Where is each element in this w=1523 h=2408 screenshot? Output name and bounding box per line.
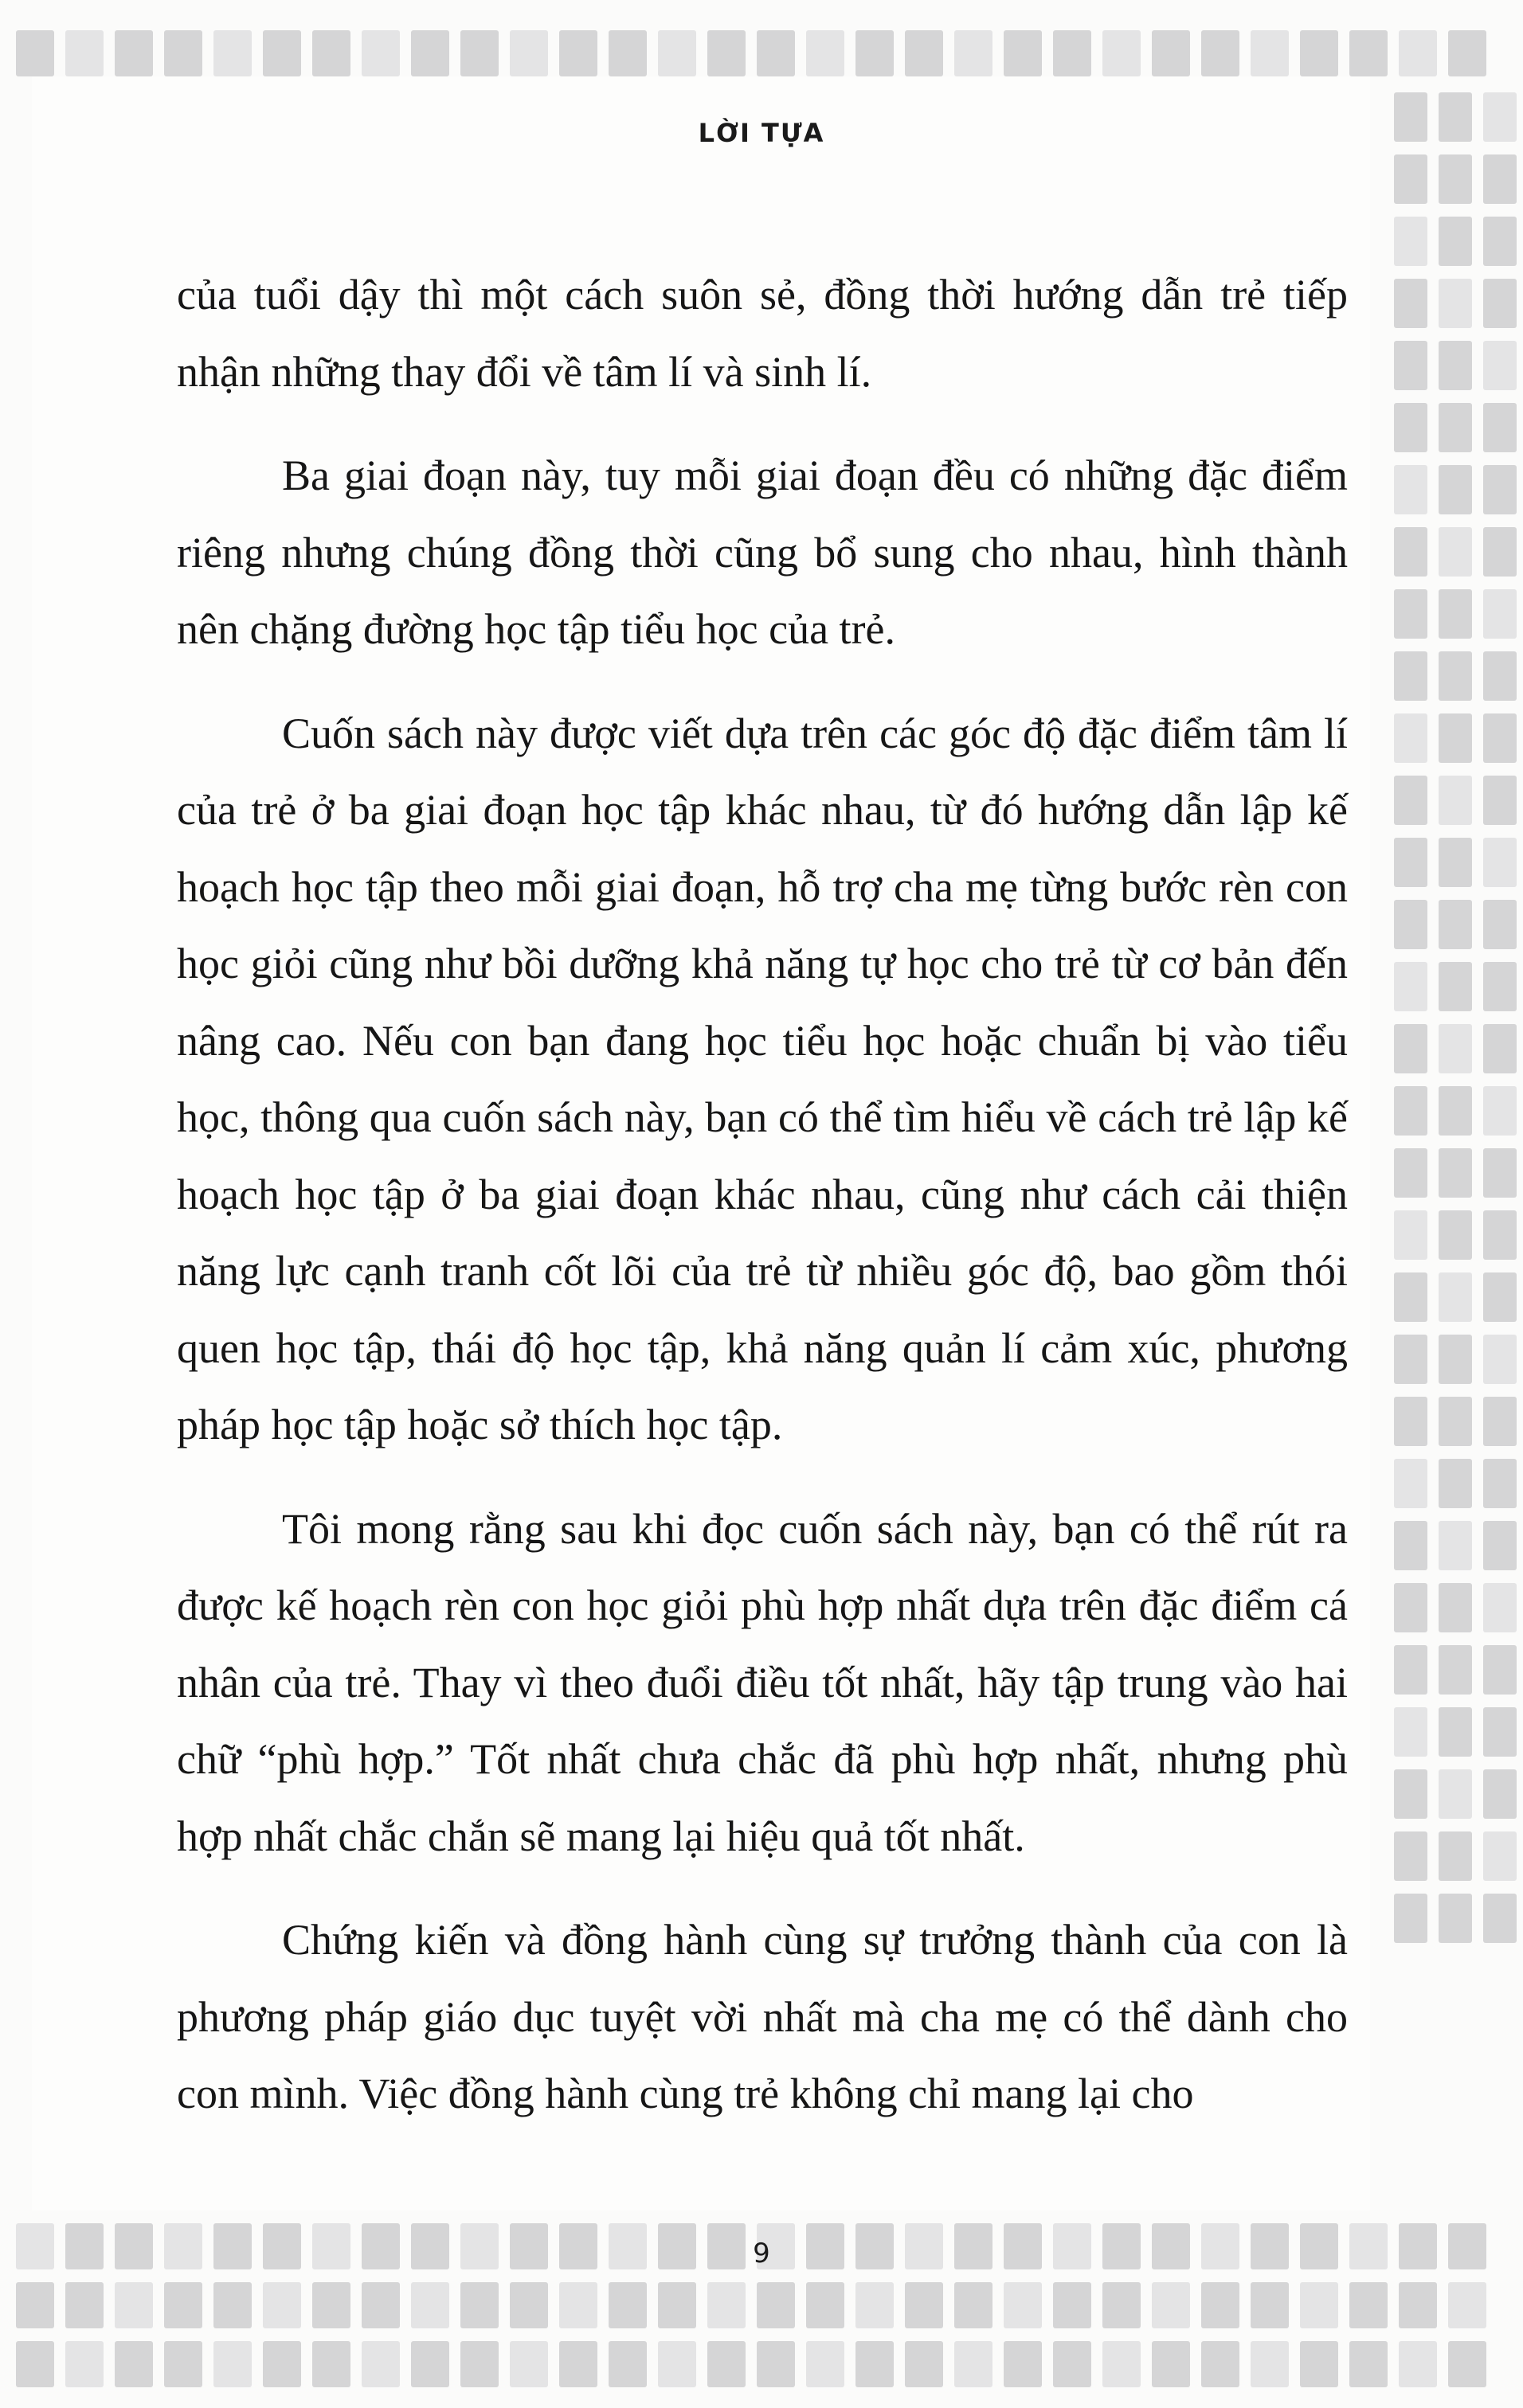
decorative-tile	[1300, 2341, 1338, 2387]
decorative-tile	[1483, 589, 1517, 639]
decorative-tile	[16, 2282, 54, 2328]
decorative-tile	[954, 30, 992, 76]
decorative-tile	[1448, 2282, 1486, 2328]
decorative-tile	[1201, 2341, 1239, 2387]
decorative-tile	[1439, 1272, 1472, 1322]
decorative-tile	[1483, 838, 1517, 887]
decorative-tile	[1483, 1148, 1517, 1198]
decorative-tile	[1439, 154, 1472, 204]
decorative-tile	[1394, 776, 1427, 825]
decorative-tile	[362, 30, 400, 76]
decorative-tile	[1251, 2341, 1289, 2387]
decorative-tile	[1394, 279, 1427, 328]
decorative-tile	[1152, 30, 1190, 76]
decorative-tile	[1439, 1148, 1472, 1198]
decorative-tile	[707, 30, 746, 76]
tile-row	[16, 2282, 1523, 2328]
decorative-tile	[1483, 1397, 1517, 1446]
decorative-tile	[1439, 1769, 1472, 1819]
decorative-tile	[1394, 403, 1427, 452]
decorative-tile	[213, 2282, 252, 2328]
decorative-tile	[609, 30, 647, 76]
decorative-tile	[1394, 1024, 1427, 1073]
decorative-tile	[510, 2341, 548, 2387]
decorative-tile	[658, 2282, 696, 2328]
decorative-tile	[1439, 403, 1472, 452]
decorative-tile	[1439, 217, 1472, 266]
decorative-tile	[1439, 589, 1472, 639]
decorative-tile	[1439, 465, 1472, 514]
decorative-tile	[1439, 1459, 1472, 1508]
decorative-tile	[1439, 1086, 1472, 1136]
decorative-tile	[1439, 1210, 1472, 1260]
decorative-tile	[1399, 30, 1437, 76]
decorative-tile	[1483, 154, 1517, 204]
decorative-tile	[1483, 341, 1517, 390]
decorative-tile	[1439, 1707, 1472, 1757]
decorative-tile	[1483, 465, 1517, 514]
decorative-tile	[1394, 1583, 1427, 1632]
decorative-tile	[1483, 900, 1517, 949]
decorative-tile	[1394, 1831, 1427, 1881]
decorative-tile	[609, 2282, 647, 2328]
decorative-tile	[1300, 30, 1338, 76]
decorative-tile	[1394, 527, 1427, 577]
decorative-tile	[609, 2341, 647, 2387]
paragraph-3: Cuốn sách này được viết dựa trên các góc độ đặc điểm tâm lí của trẻ ở ba giai đoạn học tập khác nhau, từ đó hướng dẫn lập kế hoạch học tập theo mỗi giai đoạn, hỗ trợ cha mẹ từng bước rèn con học giỏi cũng như bồi dưỡng khả năng tự học cho trẻ từ cơ bản đến nâng cao. Nếu con bạn đang học tiểu học hoặc chuẩn bị vào tiểu học, thông qua cuốn sách này, bạn có thể tìm hiểu về cách trẻ lập kế hoạch học tập ở ba giai đoạn khác nhau, cũng như cách cải thiện năng lực cạnh tranh cốt lõi của trẻ từ nhiều góc độ, bao gồm thói quen học tập, thái độ học tập, khả năng quản lí cảm xúc, phương pháp học tập hoặc sở thích học tập.	[177, 709, 1348, 1448]
decorative-tile	[806, 2282, 844, 2328]
decorative-tile	[1394, 1894, 1427, 1943]
running-header: LỜI TỰA	[698, 118, 825, 148]
body-text	[177, 256, 1348, 2160]
decorative-tile	[1399, 2341, 1437, 2387]
decorative-tile	[510, 2282, 548, 2328]
decorative-tile	[1483, 1769, 1517, 1819]
decorative-tile	[1394, 900, 1427, 949]
decorative-tile	[806, 2341, 844, 2387]
decorative-tile	[905, 2282, 943, 2328]
decorative-tile	[1439, 1583, 1472, 1632]
decorative-tile	[757, 30, 795, 76]
page-number: 9	[753, 2238, 770, 2269]
decorative-tile	[1394, 1210, 1427, 1260]
decorative-tile	[1152, 2282, 1190, 2328]
decorative-tile	[1394, 1397, 1427, 1446]
decorative-tile	[1004, 2282, 1042, 2328]
decorative-tile	[1483, 1086, 1517, 1136]
decorative-tile	[757, 2341, 795, 2387]
decorative-tile	[16, 2341, 54, 2387]
decorative-tile	[1483, 1459, 1517, 1508]
decorative-tile	[1394, 341, 1427, 390]
decorative-tile	[1394, 589, 1427, 639]
decorative-tile	[1483, 403, 1517, 452]
decorative-tile	[1394, 1086, 1427, 1136]
decorative-tile	[1102, 2341, 1141, 2387]
decorative-tile	[1483, 1707, 1517, 1757]
decorative-tile	[1483, 1831, 1517, 1881]
decorative-tile	[115, 2282, 153, 2328]
decorative-tile	[1483, 1645, 1517, 1695]
decorative-tile	[263, 30, 301, 76]
decorative-tile	[115, 30, 153, 76]
decorative-tile	[164, 2282, 202, 2328]
decorative-tile	[1483, 1894, 1517, 1943]
decorative-tile	[1394, 838, 1427, 887]
decorative-tile	[1394, 713, 1427, 763]
decorative-tile	[658, 30, 696, 76]
decorative-tile	[1349, 2282, 1388, 2328]
decorative-tile	[1483, 713, 1517, 763]
decorative-tile	[1483, 962, 1517, 1011]
decorative-tile	[855, 30, 894, 76]
paragraph-2: Ba giai đoạn này, tuy mỗi giai đoạn đều có những đặc điểm riêng nhưng chúng đồng thời cũng bổ sung cho nhau, hình thành nên chặng đường học tập tiểu học của trẻ.	[177, 452, 1348, 653]
decorative-tile	[312, 30, 350, 76]
decorative-tile	[1394, 1335, 1427, 1384]
decorative-tile	[1439, 713, 1472, 763]
decorative-tile	[1439, 1397, 1472, 1446]
decorative-tile	[1394, 154, 1427, 204]
decorative-tile	[1483, 776, 1517, 825]
decorative-tile	[954, 2282, 992, 2328]
tile-row	[16, 2341, 1523, 2387]
paragraph-4: Tôi mong rằng sau khi đọc cuốn sách này, bạn có thể rút ra được kế hoạch rèn con học giỏi phù hợp nhất dựa trên đặc điểm cá nhân của trẻ. Thay vì theo đuổi điều tốt nhất, hãy tập trung vào hai chữ “phù hợp.” Tốt nhất chưa chắc đã phù hợp nhất, nhưng phù hợp nhất chắc chắn sẽ mang lại hiệu quả tốt nhất.	[177, 1504, 1348, 1860]
decorative-tile	[362, 2341, 400, 2387]
decorative-tile	[905, 2341, 943, 2387]
decorative-tile	[312, 2282, 350, 2328]
decorative-tile	[559, 2282, 597, 2328]
decorative-tile	[1394, 1272, 1427, 1322]
decorative-tile	[1152, 2341, 1190, 2387]
decorative-tile	[213, 2341, 252, 2387]
decorative-tile	[65, 30, 104, 76]
decorative-tile	[213, 30, 252, 76]
right-tile-border	[1380, 76, 1523, 2211]
decorative-tile	[1053, 30, 1091, 76]
decorative-tile	[1483, 1210, 1517, 1260]
decorative-tile	[1483, 279, 1517, 328]
decorative-tile	[164, 2341, 202, 2387]
decorative-tile	[1399, 2282, 1437, 2328]
decorative-tile	[1394, 651, 1427, 701]
decorative-tile	[1102, 2282, 1141, 2328]
decorative-tile	[1439, 1831, 1472, 1881]
decorative-tile	[1053, 2341, 1091, 2387]
decorative-tile	[411, 2341, 449, 2387]
decorative-tile	[65, 2341, 104, 2387]
decorative-tile	[1439, 1894, 1472, 1943]
decorative-tile	[1483, 1335, 1517, 1384]
decorative-tile	[1201, 30, 1239, 76]
decorative-tile	[16, 30, 54, 76]
decorative-tile	[1102, 30, 1141, 76]
decorative-tile	[312, 2341, 350, 2387]
decorative-tile	[1439, 900, 1472, 949]
top-tile-border	[0, 0, 1523, 76]
decorative-tile	[1439, 1521, 1472, 1570]
decorative-tile	[510, 30, 548, 76]
decorative-tile	[855, 2341, 894, 2387]
decorative-tile	[1394, 465, 1427, 514]
decorative-tile	[855, 2282, 894, 2328]
decorative-tile	[1483, 217, 1517, 266]
decorative-tile	[1394, 1707, 1427, 1757]
decorative-tile	[115, 2341, 153, 2387]
decorative-tile	[1448, 2341, 1486, 2387]
decorative-tile	[411, 30, 449, 76]
decorative-tile	[1439, 527, 1472, 577]
decorative-tile	[1439, 776, 1472, 825]
decorative-tile	[1483, 1024, 1517, 1073]
decorative-tile	[263, 2341, 301, 2387]
decorative-tile	[1349, 30, 1388, 76]
decorative-tile	[1439, 341, 1472, 390]
decorative-tile	[1394, 217, 1427, 266]
decorative-tile	[905, 30, 943, 76]
decorative-tile	[411, 2282, 449, 2328]
decorative-tile	[263, 2282, 301, 2328]
decorative-tile	[1053, 2282, 1091, 2328]
decorative-tile	[65, 2282, 104, 2328]
decorative-tile	[1349, 2341, 1388, 2387]
paragraph-5: Chứng kiến và đồng hành cùng sự trưởng thành của con là phương pháp giáo dục tuyệt vời nhất mà cha mẹ có thể dành cho con mình. Việc đồng hành cùng trẻ không chỉ mang lại cho	[177, 1916, 1348, 2117]
decorative-tile	[1483, 1521, 1517, 1570]
decorative-tile	[1483, 651, 1517, 701]
decorative-tile	[707, 2282, 746, 2328]
decorative-tile	[1394, 1459, 1427, 1508]
decorative-tile	[1439, 279, 1472, 328]
paragraph-1: của tuổi dậy thì một cách suôn sẻ, đồng thời hướng dẫn trẻ tiếp nhận những thay đổi về tâm lí và sinh lí.	[177, 271, 1348, 396]
decorative-tile	[954, 2341, 992, 2387]
decorative-tile	[1439, 651, 1472, 701]
decorative-tile	[1448, 30, 1486, 76]
decorative-tile	[1394, 1148, 1427, 1198]
decorative-tile	[707, 2341, 746, 2387]
decorative-tile	[1483, 527, 1517, 577]
decorative-tile	[1439, 838, 1472, 887]
decorative-tile	[1394, 1521, 1427, 1570]
decorative-tile	[1394, 962, 1427, 1011]
decorative-tile	[1251, 2282, 1289, 2328]
decorative-tile	[164, 30, 202, 76]
decorative-tile	[806, 30, 844, 76]
decorative-tile	[1483, 1583, 1517, 1632]
decorative-tile	[1439, 1645, 1472, 1695]
decorative-tile	[1004, 2341, 1042, 2387]
decorative-tile	[1300, 2282, 1338, 2328]
decorative-tile	[1439, 1024, 1472, 1073]
decorative-tile	[1483, 1272, 1517, 1322]
decorative-tile	[362, 2282, 400, 2328]
decorative-tile	[1201, 2282, 1239, 2328]
decorative-tile	[757, 2282, 795, 2328]
decorative-tile	[460, 2341, 499, 2387]
decorative-tile	[559, 2341, 597, 2387]
decorative-tile	[1439, 1335, 1472, 1384]
decorative-tile	[1394, 1769, 1427, 1819]
decorative-tile	[658, 2341, 696, 2387]
decorative-tile	[1394, 1645, 1427, 1695]
decorative-tile	[1004, 30, 1042, 76]
decorative-tile	[1251, 30, 1289, 76]
decorative-tile	[460, 2282, 499, 2328]
decorative-tile	[460, 30, 499, 76]
decorative-tile	[559, 30, 597, 76]
decorative-tile	[1439, 962, 1472, 1011]
